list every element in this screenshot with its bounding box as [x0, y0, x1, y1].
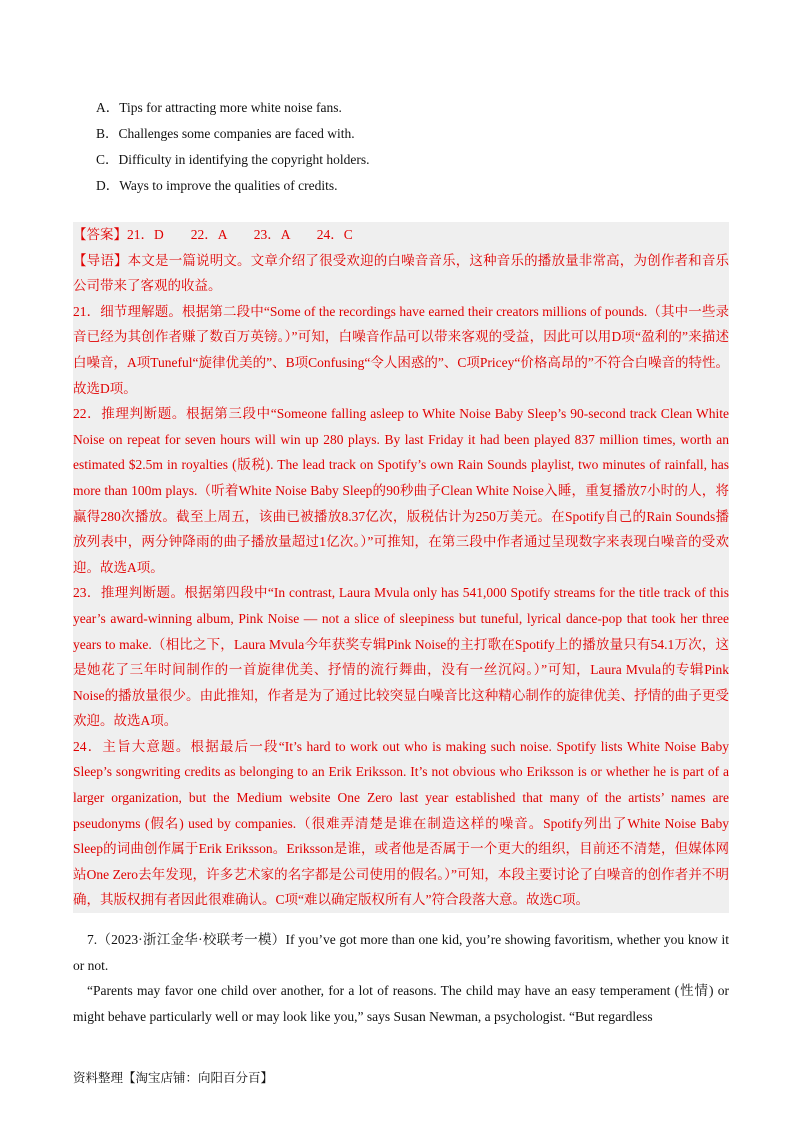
- answer-explanation: [73, 222, 729, 913]
- explanation-24: 24．主旨大意题。根据最后一段“It’s hard to work out who is making such noise. Spotify lists White Noise Baby Sleep’s songwriting credits as belonging to an Erik Eriksson. It’s not obvious who Eriksson is or whether he is part of a larger organization, but the Medium website One Zero last year established that many of the artists’ names are pseudonyms (假名) used by companies.（很难弄清楚是谁在制造这样的噪音。Spotify列出了White Noise Baby Sleep的词曲创作属于Erik Eriksson。Eriksson是谁，或者他是否属于一个更大的组织，目前还不清楚，但媒体网站One Zero去年发现，许多艺术家的名字都是公司使用的假名。）”可知，本段主要讨论了白噪音的创作者并不明确，其版权拥有者因此很难确认。C项“难以确定版权所有人”符合段落大意。故选C项。: [73, 738, 729, 908]
- explanation-21: 21．细节理解题。根据第二段中“Some of the recordings have earned their creators millions of pounds.（其中一些录音已经为其创作者赚了数百万英镑。）”可知，白噪音作品可以带来客观的受益，因此可以用D项“盈利的”来描述白噪音，A项Tuneful“旋律优美的”、B项Confusing“令人困惑的”、C项Pricey“价格高昂的”不符合白噪音的特性。故选D项。: [73, 303, 729, 396]
- option-b: B．Challenges some companies are faced with.: [96, 126, 355, 141]
- passage-paragraph-2: “Parents may favor one child over another, for a lot of reasons. The child may have an easy temperament (性情) or might behave particularly well or may look like you,” says Susan Newman, a psychologist. “But regardless: [73, 983, 729, 1024]
- answer-options: [96, 95, 736, 199]
- guide-paragraph: 【导语】本文是一篇说明文。文章介绍了很受欢迎的白噪音音乐，这种音乐的播放量非常高，为创作者和音乐公司带来了客观的收益。: [73, 252, 729, 294]
- page-footer: 资料整理【淘宝店铺：向阳百分百】: [73, 1070, 274, 1085]
- passage-text: [73, 927, 729, 1029]
- answer-line: 【答案】21．D 22．A 23．A 24．C: [73, 227, 353, 242]
- option-a: A．Tips for attracting more white noise fans.: [96, 100, 342, 115]
- option-c: C．Difficulty in identifying the copyright holders.: [96, 152, 370, 167]
- explanation-22: 22．推理判断题。根据第三段中“Someone falling asleep to White Noise Baby Sleep’s 90-second track Clean White Noise on repeat for seven hours will win up 280 plays. By last Friday it had been played 837 million times, worth an estimated $2.5m in royalties (版税). The lead track on Spotify’s own Rain Sounds playlist, two minutes of rainfall, has more than 100m plays.（听着White Noise Baby Sleep的90秒曲子Clean White Noise入睡，重复播放7小时的人，将赢得280次播放。截至上周五，该曲已被播放8.37亿次，版税估计为250万美元。在Spotify自己的Rain Sounds播放列表中，两分钟降雨的曲子播放量超过1亿次。）”可推知，在第三段中作者通过呈现数字来表现白噪音的受欢迎。故选A项。: [73, 406, 729, 575]
- explanation-23: 23．推理判断题。根据第四段中“In contrast, Laura Mvula only has 541,000 Spotify streams for the title track of this year’s award-winning album, Pink Noise — not a slice of sleepiness but tuneful, lyrical dance-pop that took her three years to make.（相比之下，Laura Mvula今年获奖专辑Pink Noise的主打歌在Spotify上的播放量只有54.1万次，这是她花了三年时间制作的一首旋律优美、抒情的流行舞曲，没有一丝沉闷。）”可知，Laura Mvula的专辑Pink Noise的播放量很少。由此推知，作者是为了通过比较突显白噪音比这种精心制作的旋律优美、抒情的曲子更受欢迎。故选A项。: [73, 585, 729, 729]
- passage-paragraph-1: 7.（2023·浙江金华·校联考一模）If you’ve got more than one kid, you’re showing favoritism, whether you know it or not.: [73, 932, 729, 973]
- option-d: D．Ways to improve the qualities of credits.: [96, 178, 338, 193]
